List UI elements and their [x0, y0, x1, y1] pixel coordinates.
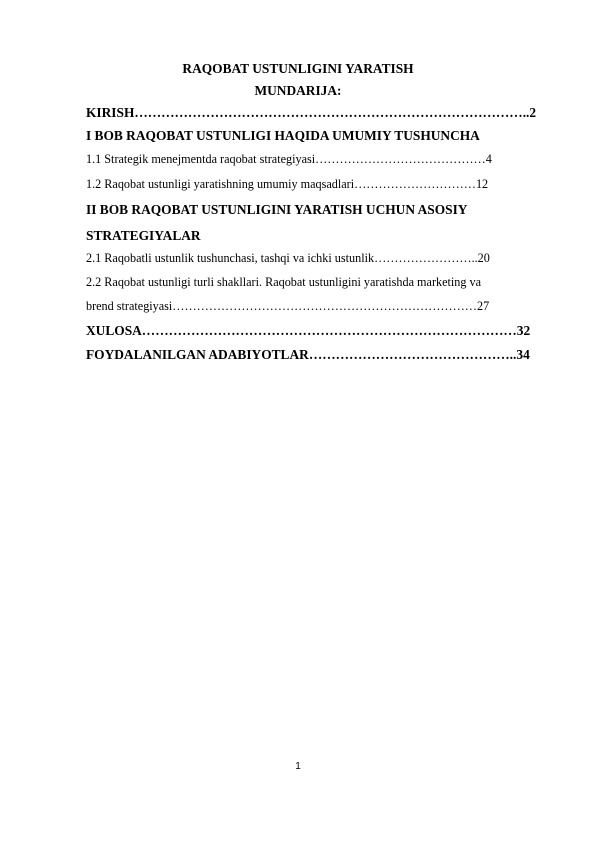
toc-entry-2-1: 2.1 Raqobatli ustunlik tushunchasi, tashqi va ichki ustunlik……………………..20 — [86, 251, 490, 265]
toc-entry-chapter-2-line-1: II BOB RAQOBAT USTUNLIGINI YARATISH UCHUN ASOSIY — [86, 202, 468, 217]
toc-entry-chapter-1: I BOB RAQOBAT USTUNLIGI HAQIDA UMUMIY TUSHUNCHA — [86, 128, 480, 143]
document-title: RAQOBAT USTUNLIGINI YARATISH — [182, 61, 414, 76]
toc-entry-xulosa: XULOSA…………………………………………………………………………32 — [86, 323, 531, 338]
toc-entry-references: FOYDALANILGAN ADABIYOTLAR………………………………………..34 — [86, 347, 530, 362]
toc-entry-kirish: KIRISH……………………………………………………………………………..2 — [86, 105, 537, 120]
contents-heading: MUNDARIJA: — [254, 83, 342, 98]
toc-entry-2-2-line-2: brend strategiyasi…………………………………………………………………27 — [86, 299, 490, 313]
toc-entry-1-1: 1.1 Strategik menejmentda raqobat strategiyasi……………………………………4 — [86, 152, 492, 166]
toc-entry-chapter-2-line-2: STRATEGIYALAR — [86, 228, 201, 243]
toc-entry-1-2: 1.2 Raqobat ustunligi yaratishning umumiy maqsadlari…………………………12 — [86, 177, 489, 191]
toc-entry-2-2-line-1: 2.2 Raqobat ustunligi turli shakllari. Raqobat ustunligini yaratishda marketing va — [86, 275, 482, 289]
page-number: 1 — [295, 761, 301, 772]
